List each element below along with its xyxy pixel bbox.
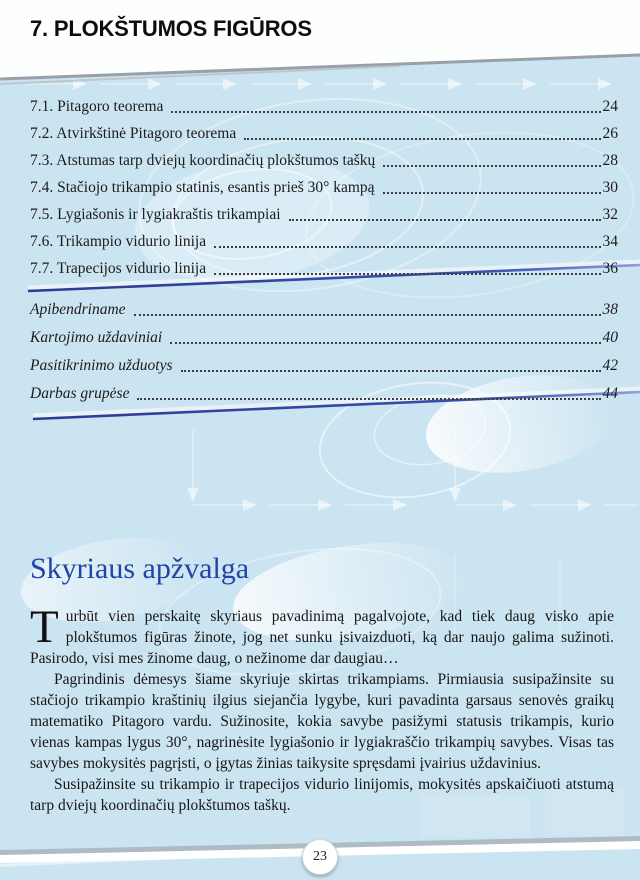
overview-paragraph-1 xyxy=(30,601,614,669)
toc-entry xyxy=(30,328,618,347)
toc-entry-page: 44 xyxy=(602,385,618,402)
overview-paragraph-3: Susipažinsite su trikampio ir trapecijos vidurio linijomis, mokysitės apskaičiuoti atstumą tarp dviejų koordinačių plokštumos taškų. xyxy=(30,776,614,814)
toc-leader-dots xyxy=(214,246,600,248)
toc-entry-page: 40 xyxy=(602,329,618,346)
toc-entry-label: Apibendriname xyxy=(30,301,126,318)
toc-entry-label: 7.4. Stačiojo trikampio statinis, esantis prieš 30° kampą xyxy=(30,179,375,196)
toc-leader-dots xyxy=(134,314,601,316)
toc-entry xyxy=(30,259,618,278)
overview-paragraph-1-text: urbūt vien perskaitę skyriaus pavadinimą pagalvojote, kad tiek daug visko apie plokštumos figūras žinote, jog net sunku įsivaizduoti, ką dar naujo galima sužinoti. Pasirodo, visi mes žinome daug, o nežinome dar daugiau… xyxy=(30,608,614,667)
toc-entry xyxy=(30,205,618,224)
toc-entry-label: 7.6. Trikampio vidurio linija xyxy=(30,233,207,250)
toc-leader-dots xyxy=(289,219,601,221)
toc-entry xyxy=(30,232,618,251)
overview-paragraph-2: Pagrindinis dėmesys šiame skyriuje skirtas trikampiams. Pirmiausia susipažinsite su stačiojo trikampio kraštinių ilgius siejančia lygybe, kuri pavadinta garsaus senovės graikų matematiko Pitagoro vardu. Sužinosite, kokia savybe pasižymi statusis trikampis, kurio vienas kampas lygus 30°, nagrinėsite lygiašonio ir lygiakraščio trikampių savybes. Visas tas savybes mokysitės pagrįsti, o įgytas žinias taikysite spręsdami įvairius uždavinius. xyxy=(30,671,614,772)
page-number-badge xyxy=(302,839,338,875)
table-of-contents xyxy=(30,97,618,286)
toc-leader-dots xyxy=(244,138,600,140)
toc-entry-page: 30 xyxy=(602,179,618,196)
toc-entry xyxy=(30,97,618,116)
toc-entry xyxy=(30,384,618,403)
toc-leader-dots xyxy=(214,273,600,275)
toc-leader-dots xyxy=(383,192,601,194)
toc-entry-page: 28 xyxy=(602,152,618,169)
toc-entry-page: 26 xyxy=(602,125,618,142)
toc-entry xyxy=(30,300,618,319)
toc-entry-label: 7.7. Trapecijos vidurio linija xyxy=(30,260,207,277)
toc-leader-dots xyxy=(181,370,601,372)
toc-entry xyxy=(30,151,618,170)
toc-entry-label: Darbas grupėse xyxy=(30,385,130,402)
toc-entry xyxy=(30,178,618,197)
toc-entry-label: 7.5. Lygiašonis ir lygiakraštis trikampiai xyxy=(30,206,281,223)
toc-entry-label: Kartojimo uždaviniai xyxy=(30,329,163,346)
toc-entry-label: Pasitikrinimo užduotys xyxy=(30,357,173,374)
toc-leader-dots xyxy=(383,165,600,167)
overview-body xyxy=(30,601,614,816)
toc-entry-label: 7.2. Atvirkštinė Pitagoro teorema xyxy=(30,125,237,142)
toc-entry-page: 24 xyxy=(602,98,618,115)
overview-heading: Skyriaus apžvalga xyxy=(30,552,250,585)
toc-entry-page: 32 xyxy=(602,206,618,223)
drop-cap: T xyxy=(30,601,59,653)
toc-entry-page: 42 xyxy=(602,357,618,374)
chapter-title: 7. PLOKŠTUMOS FIGŪROS xyxy=(30,16,312,41)
toc-entry-page: 36 xyxy=(602,260,618,277)
toc-leader-dots xyxy=(137,398,600,400)
toc-entry-page: 38 xyxy=(602,301,618,318)
page-number: 23 xyxy=(313,849,327,864)
toc-entry-page: 34 xyxy=(602,233,618,250)
toc-entry-label: 7.3. Atstumas tarp dviejų koordinačių plokštumos taškų xyxy=(30,152,376,169)
toc-entry xyxy=(30,356,618,375)
table-of-contents-extra xyxy=(30,300,618,412)
toc-entry xyxy=(30,124,618,143)
toc-leader-dots xyxy=(170,342,600,344)
toc-entry-label: 7.1. Pitagoro teorema xyxy=(30,98,164,115)
toc-leader-dots xyxy=(171,111,600,113)
